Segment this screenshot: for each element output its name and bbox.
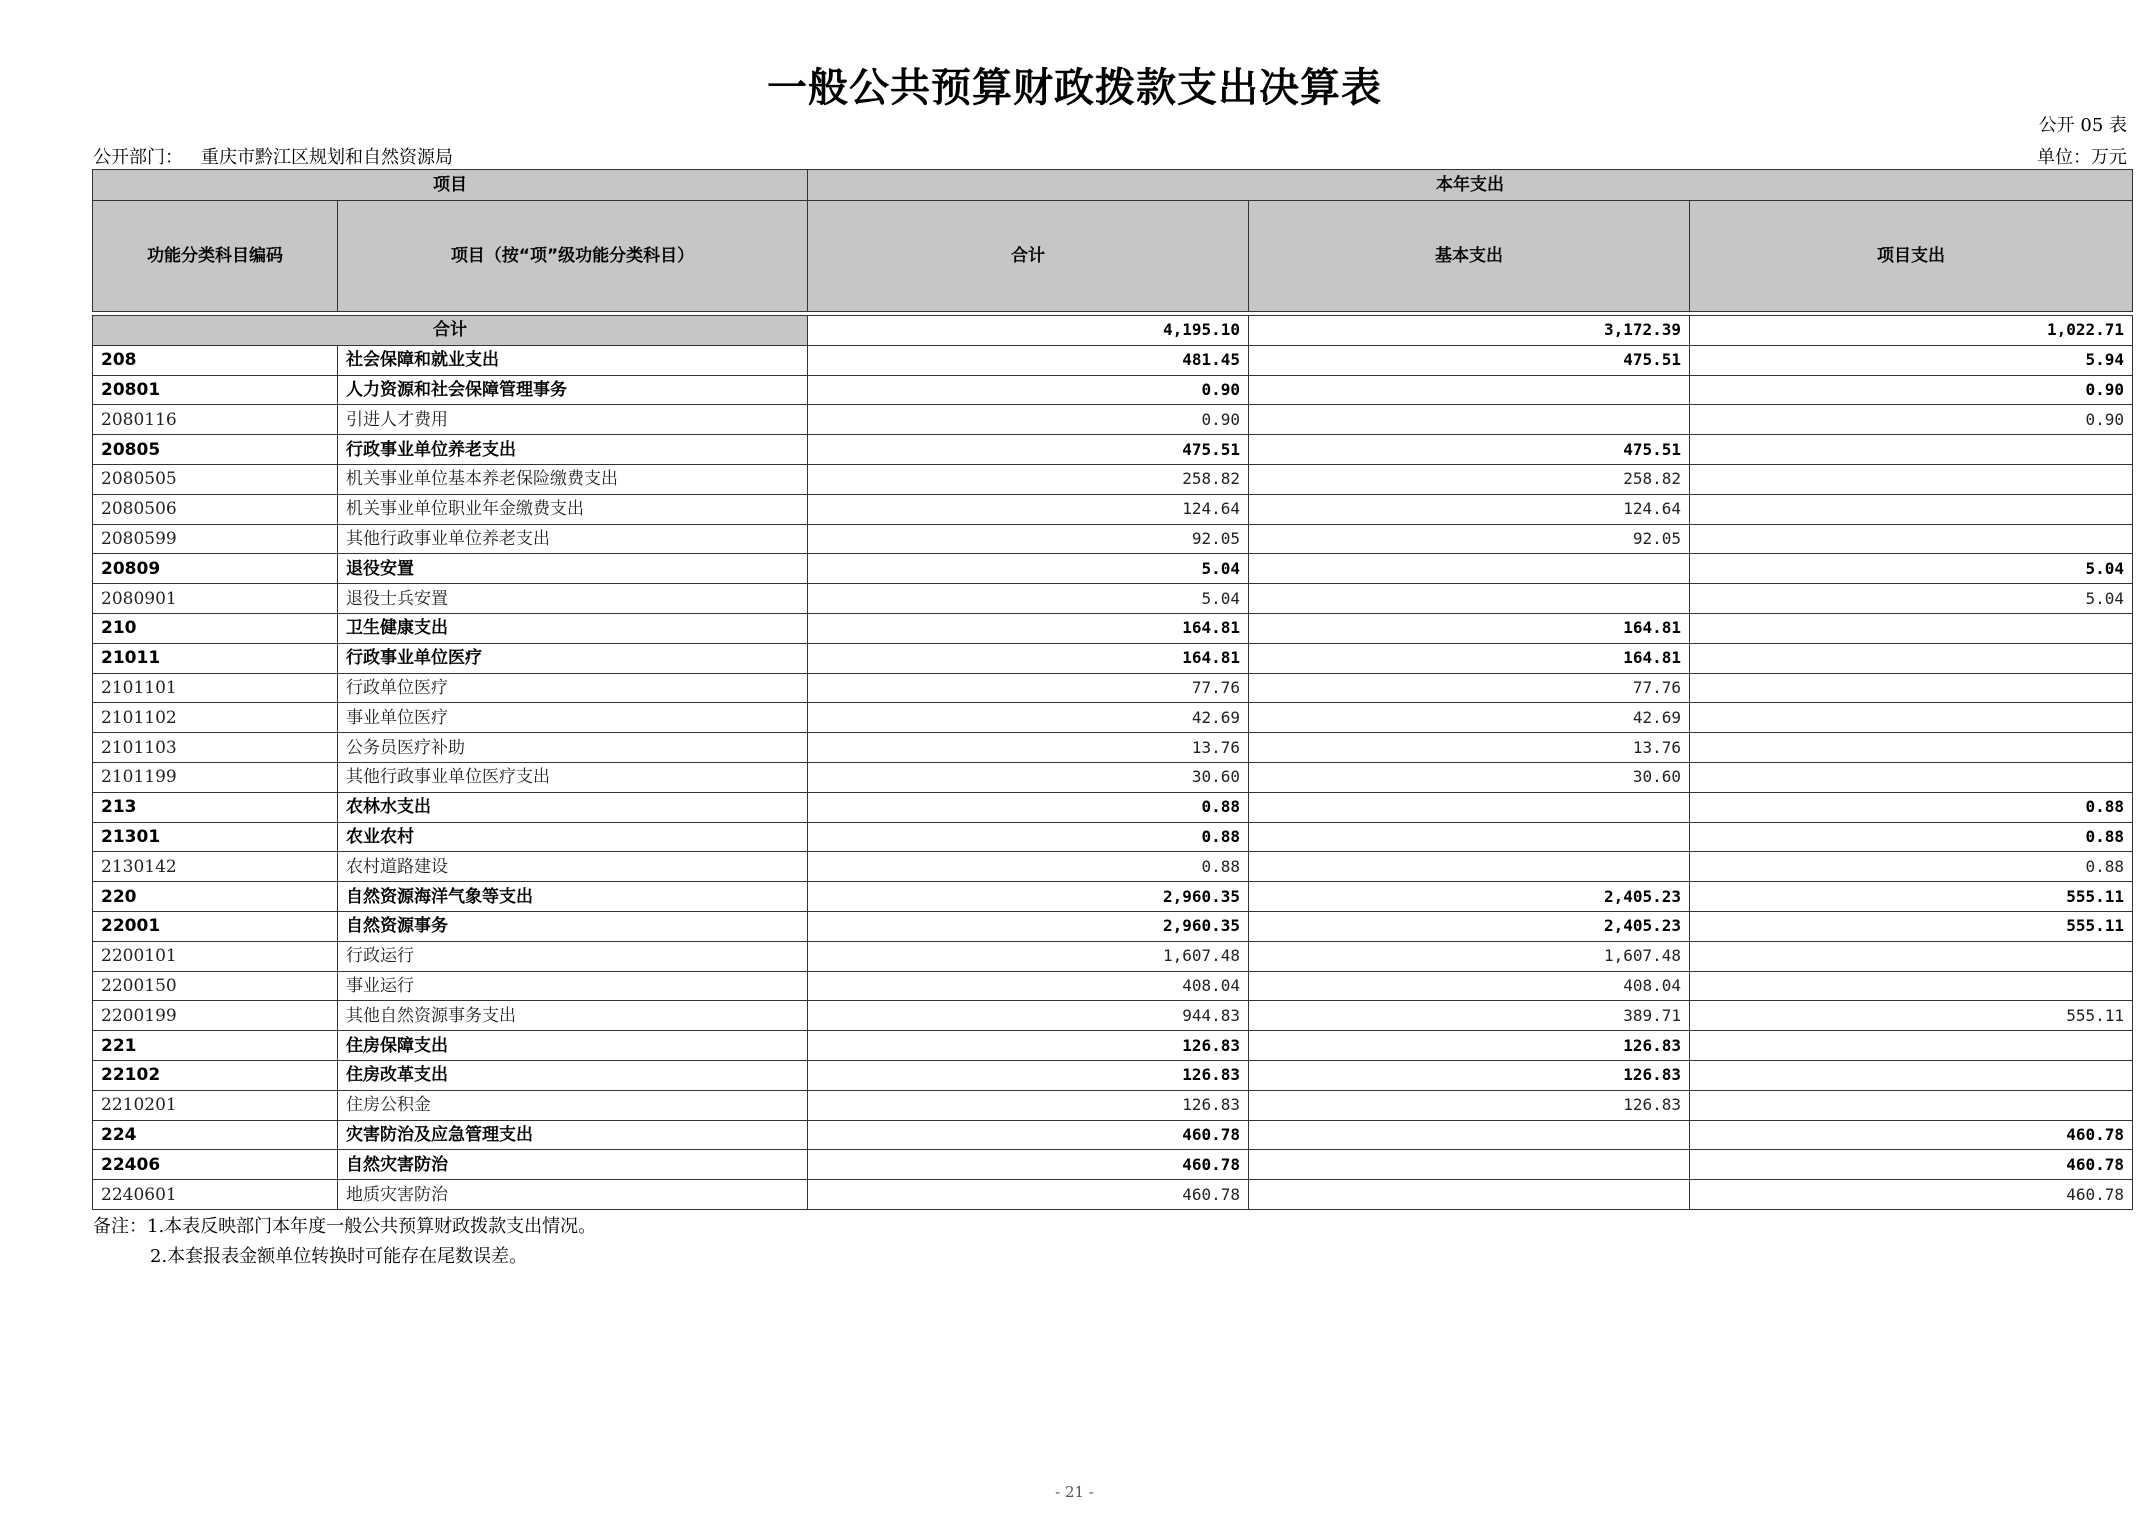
header-name: 项目（按“项”级功能分类科目）: [338, 201, 808, 312]
page-number: - 21 -: [1055, 1483, 1094, 1501]
row-total: 126.83: [808, 1060, 1249, 1090]
row-code: 2080505: [93, 464, 338, 494]
row-basic: [1249, 1120, 1690, 1150]
row-name: 行政事业单位医疗: [338, 643, 808, 673]
row-total: 2,960.35: [808, 882, 1249, 912]
row-project: [1690, 762, 2133, 792]
header-row-1: [93, 170, 2133, 201]
row-basic: 124.64: [1249, 494, 1690, 524]
row-basic: 2,405.23: [1249, 911, 1690, 941]
row-basic: [1249, 405, 1690, 435]
row-total: 126.83: [808, 1031, 1249, 1061]
row-code: 2200199: [93, 1001, 338, 1031]
row-basic: 92.05: [1249, 524, 1690, 554]
row-name: 其他自然资源事务支出: [338, 1001, 808, 1031]
row-project: 555.11: [1690, 882, 2133, 912]
row-total: 124.64: [808, 494, 1249, 524]
row-total: 408.04: [808, 971, 1249, 1001]
row-project: [1690, 435, 2133, 465]
row-basic: 475.51: [1249, 435, 1690, 465]
row-project: [1690, 733, 2133, 763]
row-code: 2080506: [93, 494, 338, 524]
row-name: 人力资源和社会保障管理事务: [338, 375, 808, 405]
row-name: 其他行政事业单位养老支出: [338, 524, 808, 554]
row-code: 2210201: [93, 1090, 338, 1120]
header-row-2: [93, 201, 2133, 312]
row-total: 42.69: [808, 703, 1249, 733]
row-basic: [1249, 822, 1690, 852]
row-total: 5.04: [808, 554, 1249, 584]
row-code: 208: [93, 345, 338, 375]
row-code: 2240601: [93, 1180, 338, 1210]
total-row-total: 4,195.10: [808, 316, 1249, 346]
table-body: [93, 316, 2133, 1210]
row-code: 20809: [93, 554, 338, 584]
row-code: 2130142: [93, 852, 338, 882]
row-total: 475.51: [808, 435, 1249, 465]
row-basic: [1249, 1180, 1690, 1210]
department-value: 重庆市黔江区规划和自然资源局: [201, 147, 453, 168]
table-row: [93, 554, 2133, 584]
row-total: 460.78: [808, 1180, 1249, 1210]
row-basic: 126.83: [1249, 1031, 1690, 1061]
row-name: 农业农村: [338, 822, 808, 852]
table-row: [93, 643, 2133, 673]
header-project: 项目支出: [1690, 201, 2133, 312]
row-code: 21011: [93, 643, 338, 673]
row-code: 213: [93, 792, 338, 822]
row-total: 0.90: [808, 405, 1249, 435]
header-current-year: 本年支出: [808, 170, 2133, 201]
row-project: 5.04: [1690, 584, 2133, 614]
table-row: [93, 1001, 2133, 1031]
table-row: [93, 1120, 2133, 1150]
row-project: [1690, 464, 2133, 494]
note-2: 2.本套报表金额单位转换时可能存在尾数误差。: [150, 1246, 528, 1267]
row-code: 20805: [93, 435, 338, 465]
row-code: 22001: [93, 911, 338, 941]
page-title: 一般公共预算财政拨款支出决算表: [767, 65, 1382, 111]
table-row: [93, 1150, 2133, 1180]
header-basic: 基本支出: [1249, 201, 1690, 312]
row-total: 460.78: [808, 1120, 1249, 1150]
row-code: 2101103: [93, 733, 338, 763]
row-project: [1690, 673, 2133, 703]
row-project: 0.88: [1690, 792, 2133, 822]
row-basic: [1249, 792, 1690, 822]
row-name: 机关事业单位基本养老保险缴费支出: [338, 464, 808, 494]
row-total: 0.88: [808, 852, 1249, 882]
row-basic: 164.81: [1249, 613, 1690, 643]
row-code: 2200101: [93, 941, 338, 971]
row-name: 社会保障和就业支出: [338, 345, 808, 375]
row-name: 行政运行: [338, 941, 808, 971]
row-code: 224: [93, 1120, 338, 1150]
row-code: 2200150: [93, 971, 338, 1001]
department-label: 公开部门：: [93, 147, 183, 168]
table-row: [93, 882, 2133, 912]
row-total: 944.83: [808, 1001, 1249, 1031]
row-basic: 42.69: [1249, 703, 1690, 733]
row-project: 0.90: [1690, 375, 2133, 405]
row-project: 460.78: [1690, 1180, 2133, 1210]
row-basic: 2,405.23: [1249, 882, 1690, 912]
row-code: 2080901: [93, 584, 338, 614]
table-row: [93, 762, 2133, 792]
row-name: 其他行政事业单位医疗支出: [338, 762, 808, 792]
table-row: [93, 613, 2133, 643]
row-name: 自然灾害防治: [338, 1150, 808, 1180]
row-code: 20801: [93, 375, 338, 405]
row-total: 164.81: [808, 643, 1249, 673]
row-total: 164.81: [808, 613, 1249, 643]
total-row-project: 1,022.71: [1690, 316, 2133, 346]
notes: [93, 1212, 596, 1272]
budget-table: [92, 169, 2133, 1210]
table-row: [93, 911, 2133, 941]
department-line: [93, 143, 453, 169]
row-code: 210: [93, 613, 338, 643]
row-total: 5.04: [808, 584, 1249, 614]
table-row: [93, 941, 2133, 971]
row-basic: 164.81: [1249, 643, 1690, 673]
table-row: [93, 703, 2133, 733]
row-name: 自然资源事务: [338, 911, 808, 941]
row-name: 自然资源海洋气象等支出: [338, 882, 808, 912]
row-total: 126.83: [808, 1090, 1249, 1120]
row-name: 住房公积金: [338, 1090, 808, 1120]
row-total: 460.78: [808, 1150, 1249, 1180]
row-basic: 389.71: [1249, 1001, 1690, 1031]
row-code: 221: [93, 1031, 338, 1061]
total-row-basic: 3,172.39: [1249, 316, 1690, 346]
note-1: 备注：1.本表反映部门本年度一般公共预算财政拨款支出情况。: [93, 1216, 597, 1237]
row-name: 住房改革支出: [338, 1060, 808, 1090]
row-name: 退役安置: [338, 554, 808, 584]
row-name: 地质灾害防治: [338, 1180, 808, 1210]
row-basic: [1249, 852, 1690, 882]
table-row: [93, 375, 2133, 405]
form-code: 公开 05 表: [2038, 115, 2127, 136]
row-project: [1690, 524, 2133, 554]
row-total: 0.88: [808, 792, 1249, 822]
table-row: [93, 584, 2133, 614]
row-code: 2101102: [93, 703, 338, 733]
table-row: [93, 1060, 2133, 1090]
row-project: [1690, 941, 2133, 971]
table-row: [93, 435, 2133, 465]
row-basic: [1249, 1150, 1690, 1180]
table-row: [93, 1031, 2133, 1061]
row-basic: 1,607.48: [1249, 941, 1690, 971]
row-name: 机关事业单位职业年金缴费支出: [338, 494, 808, 524]
table-row: [93, 792, 2133, 822]
row-project: [1690, 971, 2133, 1001]
row-project: [1690, 643, 2133, 673]
table-row: [93, 405, 2133, 435]
row-basic: [1249, 584, 1690, 614]
row-basic: [1249, 554, 1690, 584]
row-project: 460.78: [1690, 1150, 2133, 1180]
table-row: [93, 464, 2133, 494]
row-total: 258.82: [808, 464, 1249, 494]
row-project: 0.88: [1690, 852, 2133, 882]
row-project: [1690, 1031, 2133, 1061]
row-name: 公务员医疗补助: [338, 733, 808, 763]
row-project: [1690, 703, 2133, 733]
row-total: 0.88: [808, 822, 1249, 852]
row-name: 行政事业单位养老支出: [338, 435, 808, 465]
row-total: 13.76: [808, 733, 1249, 763]
row-project: [1690, 494, 2133, 524]
row-basic: 475.51: [1249, 345, 1690, 375]
row-project: [1690, 613, 2133, 643]
row-name: 事业单位医疗: [338, 703, 808, 733]
table-row: [93, 345, 2133, 375]
table-row: [93, 494, 2133, 524]
row-total: 0.90: [808, 375, 1249, 405]
row-project: [1690, 1090, 2133, 1120]
row-name: 住房保障支出: [338, 1031, 808, 1061]
row-name: 事业运行: [338, 971, 808, 1001]
row-project: [1690, 1060, 2133, 1090]
row-project: 555.11: [1690, 911, 2133, 941]
row-basic: 126.83: [1249, 1060, 1690, 1090]
total-row-label: 合计: [93, 316, 808, 346]
unit-label: 单位：万元: [2037, 147, 2127, 168]
row-code: 22102: [93, 1060, 338, 1090]
row-code: 2101101: [93, 673, 338, 703]
row-name: 引进人才费用: [338, 405, 808, 435]
table-row: [93, 733, 2133, 763]
table-row: [93, 1180, 2133, 1210]
table-row: [93, 524, 2133, 554]
row-total: 1,607.48: [808, 941, 1249, 971]
row-code: 2101199: [93, 762, 338, 792]
row-name: 农村道路建设: [338, 852, 808, 882]
header-total: 合计: [808, 201, 1249, 312]
row-basic: 30.60: [1249, 762, 1690, 792]
row-project: 0.88: [1690, 822, 2133, 852]
row-code: 220: [93, 882, 338, 912]
row-basic: [1249, 375, 1690, 405]
row-project: 555.11: [1690, 1001, 2133, 1031]
row-project: 460.78: [1690, 1120, 2133, 1150]
table-row: [93, 852, 2133, 882]
table-row: [93, 1090, 2133, 1120]
row-total: 30.60: [808, 762, 1249, 792]
row-code: 2080116: [93, 405, 338, 435]
row-total: 92.05: [808, 524, 1249, 554]
row-code: 22406: [93, 1150, 338, 1180]
row-code: 21301: [93, 822, 338, 852]
row-name: 灾害防治及应急管理支出: [338, 1120, 808, 1150]
row-name: 退役士兵安置: [338, 584, 808, 614]
row-code: 2080599: [93, 524, 338, 554]
row-project: 0.90: [1690, 405, 2133, 435]
row-basic: 13.76: [1249, 733, 1690, 763]
row-basic: 258.82: [1249, 464, 1690, 494]
row-total: 481.45: [808, 345, 1249, 375]
header-item: 项目: [93, 170, 808, 201]
total-row: [93, 316, 2133, 346]
row-name: 卫生健康支出: [338, 613, 808, 643]
row-total: 2,960.35: [808, 911, 1249, 941]
table-row: [93, 971, 2133, 1001]
table-row: [93, 822, 2133, 852]
row-basic: 408.04: [1249, 971, 1690, 1001]
row-name: 农林水支出: [338, 792, 808, 822]
row-basic: 126.83: [1249, 1090, 1690, 1120]
row-project: 5.04: [1690, 554, 2133, 584]
row-project: 5.94: [1690, 345, 2133, 375]
row-name: 行政单位医疗: [338, 673, 808, 703]
header-code: 功能分类科目编码: [93, 201, 338, 312]
row-total: 77.76: [808, 673, 1249, 703]
row-basic: 77.76: [1249, 673, 1690, 703]
table-row: [93, 673, 2133, 703]
